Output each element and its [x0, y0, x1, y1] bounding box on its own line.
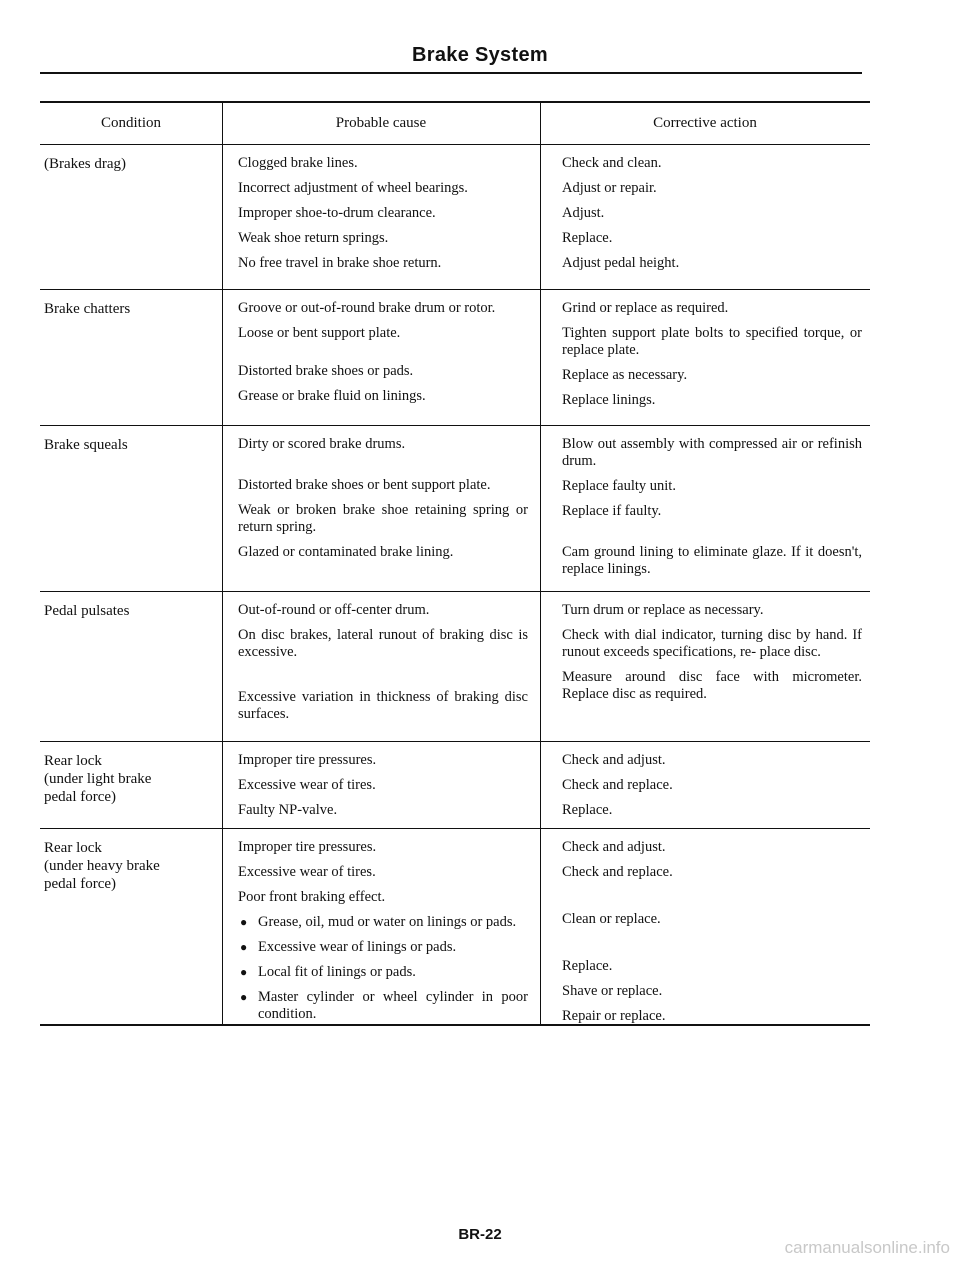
- action-cell: [540, 145, 870, 289]
- cause-item: Grease or brake fluid on linings.: [238, 388, 426, 404]
- cause-item: Excessive variation in thickness of braking disc surfaces.: [238, 689, 528, 722]
- cause-bullet-text: Grease, oil, mud or water on linings or pads.: [258, 914, 517, 930]
- action-item: Tighten support plate bolts to specified torque, or replace plate.: [562, 325, 862, 358]
- column-header-corrective-action: Corrective action: [653, 115, 757, 131]
- cause-item: Out-of-round or off-center drum.: [238, 602, 430, 618]
- cause-item: Excessive wear of tires.: [238, 777, 376, 793]
- cause-item: Loose or bent support plate.: [238, 325, 401, 341]
- action-item: Cam ground lining to eliminate glaze. If it doesn't, replace linings.: [562, 544, 862, 577]
- condition-text: Brake chatters: [44, 301, 131, 317]
- cause-item: Weak or broken brake shoe retaining spring or return spring.: [238, 502, 528, 535]
- cause-item: No free travel in brake shoe return.: [238, 255, 442, 271]
- cause-cell: [222, 426, 540, 591]
- table-header: [40, 101, 870, 145]
- cause-cell: [222, 145, 540, 289]
- cause-bullet-item: [238, 989, 528, 1023]
- action-cell: [540, 829, 870, 1024]
- action-item: Adjust.: [562, 205, 605, 221]
- header-rule: [40, 72, 862, 74]
- action-item: Replace as necessary.: [562, 367, 688, 383]
- cause-item: Distorted brake shoes or bent support plate.: [238, 477, 491, 493]
- action-cell: [540, 592, 870, 741]
- cause-item: On disc brakes, lateral runout of braking disc is excessive.: [238, 627, 528, 660]
- bullet-icon: ●: [240, 965, 248, 979]
- action-item: Replace.: [562, 802, 613, 818]
- action-cell: [540, 426, 870, 591]
- cause-bullet-text: Master cylinder or wheel cylinder in poor condition.: [258, 989, 528, 1022]
- table-row: [40, 290, 870, 426]
- table-row: [40, 592, 870, 742]
- action-item: Check with dial indicator, turning disc by hand. If runout exceeds specifications, re- place disc.: [562, 627, 862, 660]
- cause-cell: [222, 829, 540, 1024]
- condition-cell: [40, 742, 222, 828]
- cause-item: Improper shoe-to-drum clearance.: [238, 205, 436, 221]
- cause-bullet-item: [238, 939, 528, 956]
- action-item: Clean or replace.: [562, 911, 661, 927]
- action-item: Replace.: [562, 958, 613, 974]
- bullet-icon: ●: [240, 915, 248, 929]
- condition-cell: [40, 829, 222, 1024]
- action-item: Adjust or repair.: [562, 180, 657, 196]
- table-row: [40, 829, 870, 1026]
- cause-item: Distorted brake shoes or pads.: [238, 363, 414, 379]
- action-item: Check and replace.: [562, 864, 673, 880]
- cause-item: Weak shoe return springs.: [238, 230, 389, 246]
- column-header-condition: Condition: [100, 115, 161, 131]
- troubleshooting-table: [40, 101, 870, 1026]
- action-item: Repair or replace.: [562, 1008, 666, 1024]
- column-header-probable-cause: Probable cause: [335, 115, 427, 131]
- condition-text: Brake squeals: [44, 437, 128, 453]
- condition-cell: [40, 145, 222, 289]
- action-item: Shave or replace.: [562, 983, 663, 999]
- cause-bullet-text: Local fit of linings or pads.: [258, 964, 416, 980]
- action-item: Adjust pedal height.: [562, 255, 680, 271]
- action-item: Blow out assembly with compressed air or refinish drum.: [562, 436, 862, 469]
- table-row: [40, 742, 870, 829]
- condition-text: Pedal pulsates: [44, 603, 130, 619]
- cause-item: Dirty or scored brake drums.: [238, 436, 406, 452]
- action-item: Replace.: [562, 230, 613, 246]
- action-item: Check and replace.: [562, 777, 673, 793]
- page-title: Brake System: [412, 44, 548, 66]
- action-item: Check and adjust.: [562, 839, 666, 855]
- cause-item: Faulty NP-valve.: [238, 802, 338, 818]
- action-item: Replace linings.: [562, 392, 656, 408]
- action-item: Check and adjust.: [562, 752, 666, 768]
- condition-text: (Brakes drag): [44, 156, 127, 172]
- action-item: Replace faulty unit.: [562, 478, 676, 494]
- table-row: [40, 145, 870, 290]
- cause-bullet-text: Excessive wear of linings or pads.: [258, 939, 457, 955]
- cause-item: Groove or out-of-round brake drum or rotor.: [238, 300, 496, 316]
- action-item: Grind or replace as required.: [562, 300, 729, 316]
- action-cell: [540, 742, 870, 828]
- cause-item: Improper tire pressures.: [238, 839, 377, 855]
- cause-item: Glazed or contaminated brake lining.: [238, 544, 454, 560]
- page-number: BR-22: [458, 1226, 502, 1243]
- cause-bullet-item: [238, 964, 528, 981]
- cause-bullet-item: [238, 914, 528, 931]
- action-cell: [540, 290, 870, 425]
- action-item: Check and clean.: [562, 155, 662, 171]
- action-item: Measure around disc face with micrometer. Replace disc as required.: [562, 669, 862, 702]
- condition-text: Rear lock (under heavy brake pedal force): [44, 840, 160, 892]
- cause-item: Improper tire pressures.: [238, 752, 377, 768]
- condition-cell: [40, 426, 222, 591]
- action-item: Turn drum or replace as necessary.: [562, 602, 764, 618]
- condition-text: Rear lock (under light brake pedal force): [44, 753, 152, 805]
- cause-item: Poor front braking effect.: [238, 889, 386, 905]
- condition-cell: [40, 592, 222, 741]
- cause-item: Incorrect adjustment of wheel bearings.: [238, 180, 468, 196]
- action-item: Replace if faulty.: [562, 503, 662, 519]
- cause-cell: [222, 290, 540, 425]
- bullet-icon: ●: [240, 940, 248, 954]
- table-row: [40, 426, 870, 592]
- cause-item: Excessive wear of tires.: [238, 864, 376, 880]
- bullet-icon: ●: [240, 990, 248, 1004]
- cause-cell: [222, 592, 540, 741]
- watermark: carmanualsonline.info: [784, 1238, 950, 1257]
- cause-cell: [222, 742, 540, 828]
- condition-cell: [40, 290, 222, 425]
- cause-item: Clogged brake lines.: [238, 155, 358, 171]
